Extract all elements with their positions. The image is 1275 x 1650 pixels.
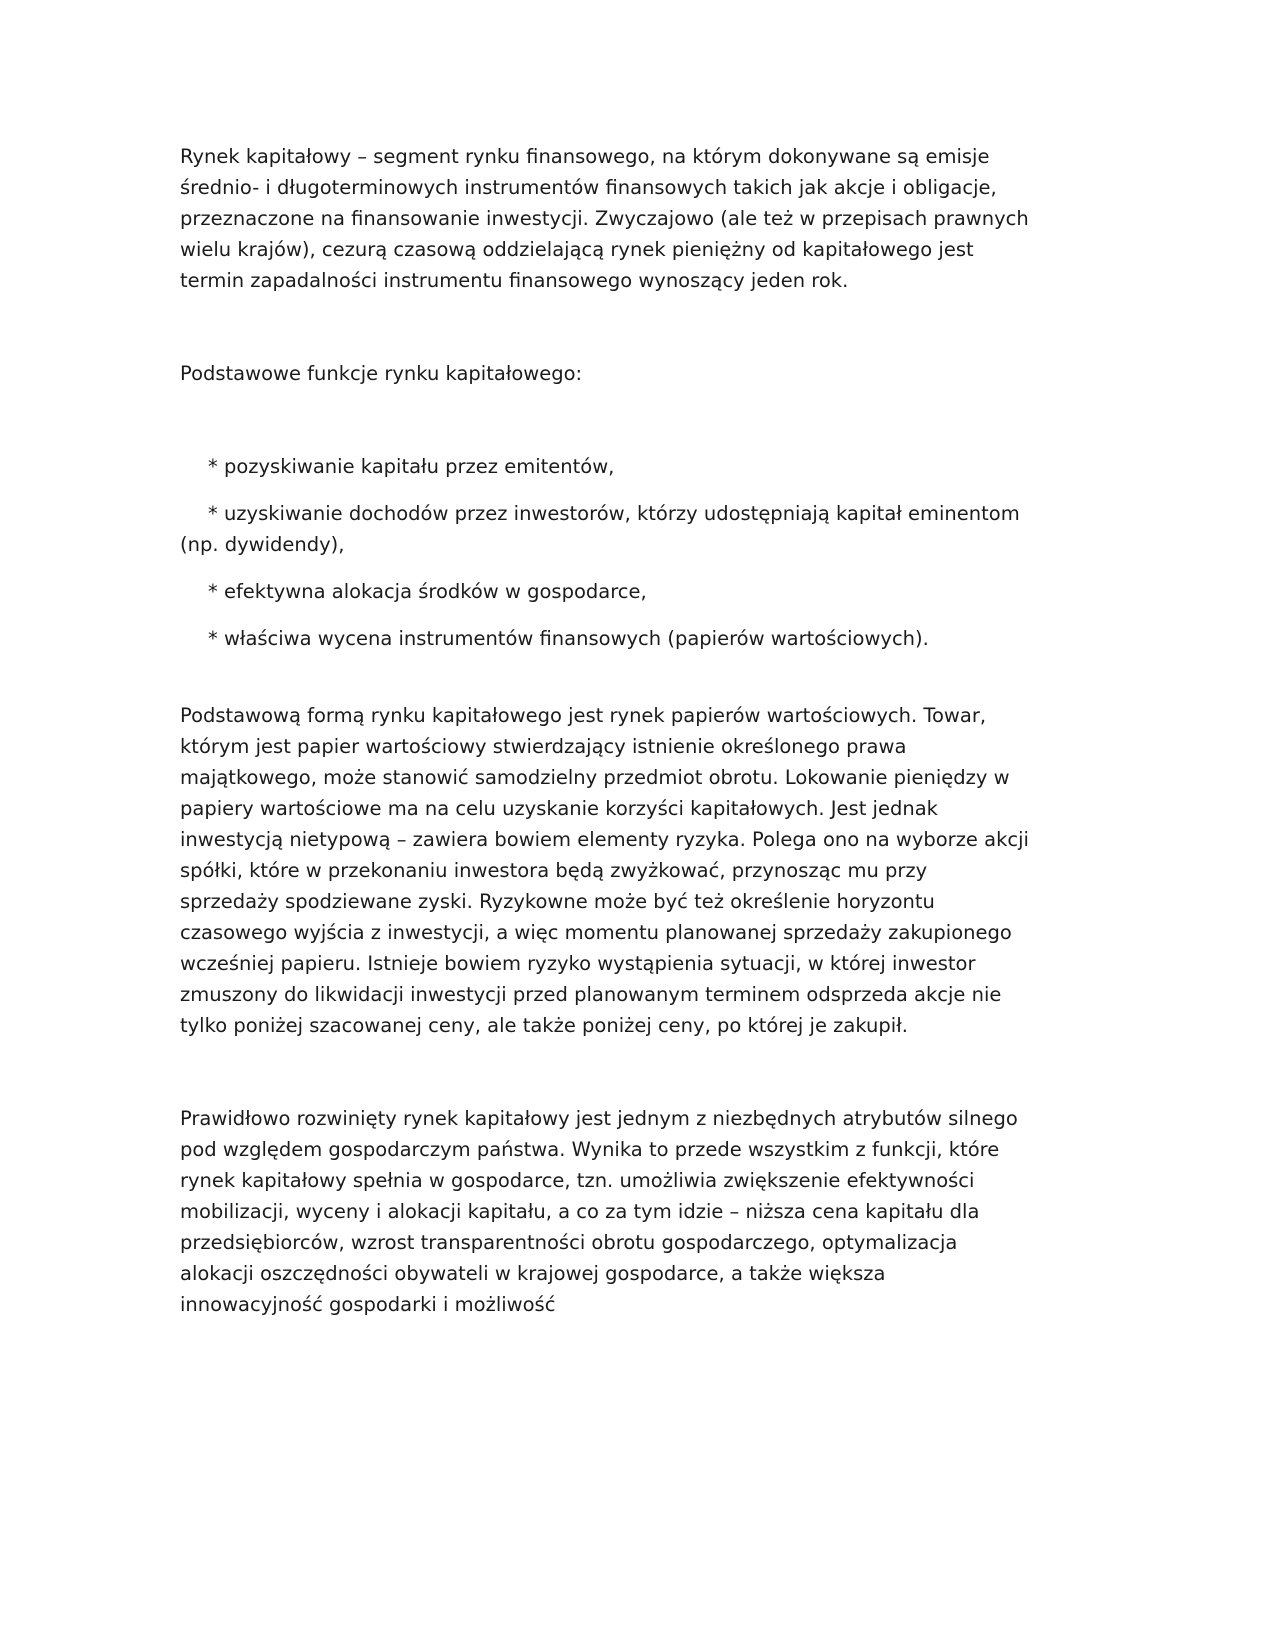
bullet-item: * uzyskiwanie dochodów przez inwestorów, którzy udostępniają kapitał eminentom (np. dywidendy), <box>180 502 1020 556</box>
bullet-item: * efektywna alokacja środków w gospodarce, <box>208 580 647 603</box>
intro-paragraph: Rynek kapitałowy – segment rynku finansowego, na którym dokonywane są emisje średnio- i długoterminowych instrumentów finansowych takich jak akcje i obligacje, przeznaczone na finansowanie inwestycji. Zwyczajowo (ale też w przepisach prawnych wielu krajów), cezurą czasową oddzielającą rynek pieniężny od kapitałowego jest termin zapadalności instrumentu finansowego wynoszący jeden rok. <box>180 145 1029 292</box>
section-heading: Podstawowe funkcje rynku kapitałowego: <box>180 362 583 385</box>
bullet-item: * pozyskiwanie kapitału przez emitentów, <box>208 455 615 478</box>
body-paragraph: Prawidłowo rozwinięty rynek kapitałowy jest jednym z niezbędnych atrybutów silnego pod względem gospodarczym państwa. Wynika to przede wszystkim z funkcji, które rynek kapitałowy spełnia w gospodarce, tzn. umożliwia zwiększenie efektywności mobilizacji, wyceny i alokacji kapitału, a co za tym idzie – niższa cena kapitału dla przedsiębiorców, wzrost transparentności obrotu gospodarczego, optymalizacja alokacji oszczędności obywateli w krajowej gospodarce, a także większa innowacyjność gospodarki i możliwość <box>180 1107 1018 1316</box>
bullet-item: * właściwa wycena instrumentów finansowych (papierów wartościowych). <box>208 627 929 650</box>
body-paragraph: Podstawową formą rynku kapitałowego jest rynek papierów wartościowych. Towar, którym jest papier wartościowy stwierdzający istnienie określonego prawa majątkowego, może stanowić samodzielny przedmiot obrotu. Lokowanie pieniędzy w papiery wartościowe ma na celu uzyskanie korzyści kapitałowych. Jest jednak inwestycją nietypową – zawiera bowiem elementy ryzyka. Polega ono na wyborze akcji spółki, które w przekonaniu inwestora będą zwyżkować, przynosząc mu przy sprzedaży spodziewane zyski. Ryzykowne może być też określenie horyzontu czasowego wyjścia z inwestycji, a więc momentu planowanej sprzedaży zakupionego wcześniej papieru. Istnieje bowiem ryzyko wystąpienia sytuacji, w której inwestor zmuszony do likwidacji inwestycji przed planowanym terminem odsprzeda akcje nie tylko poniżej szacowanej ceny, ale także poniżej ceny, po której je zakupił. <box>180 704 1029 1037</box>
bullet-list <box>180 451 1032 654</box>
